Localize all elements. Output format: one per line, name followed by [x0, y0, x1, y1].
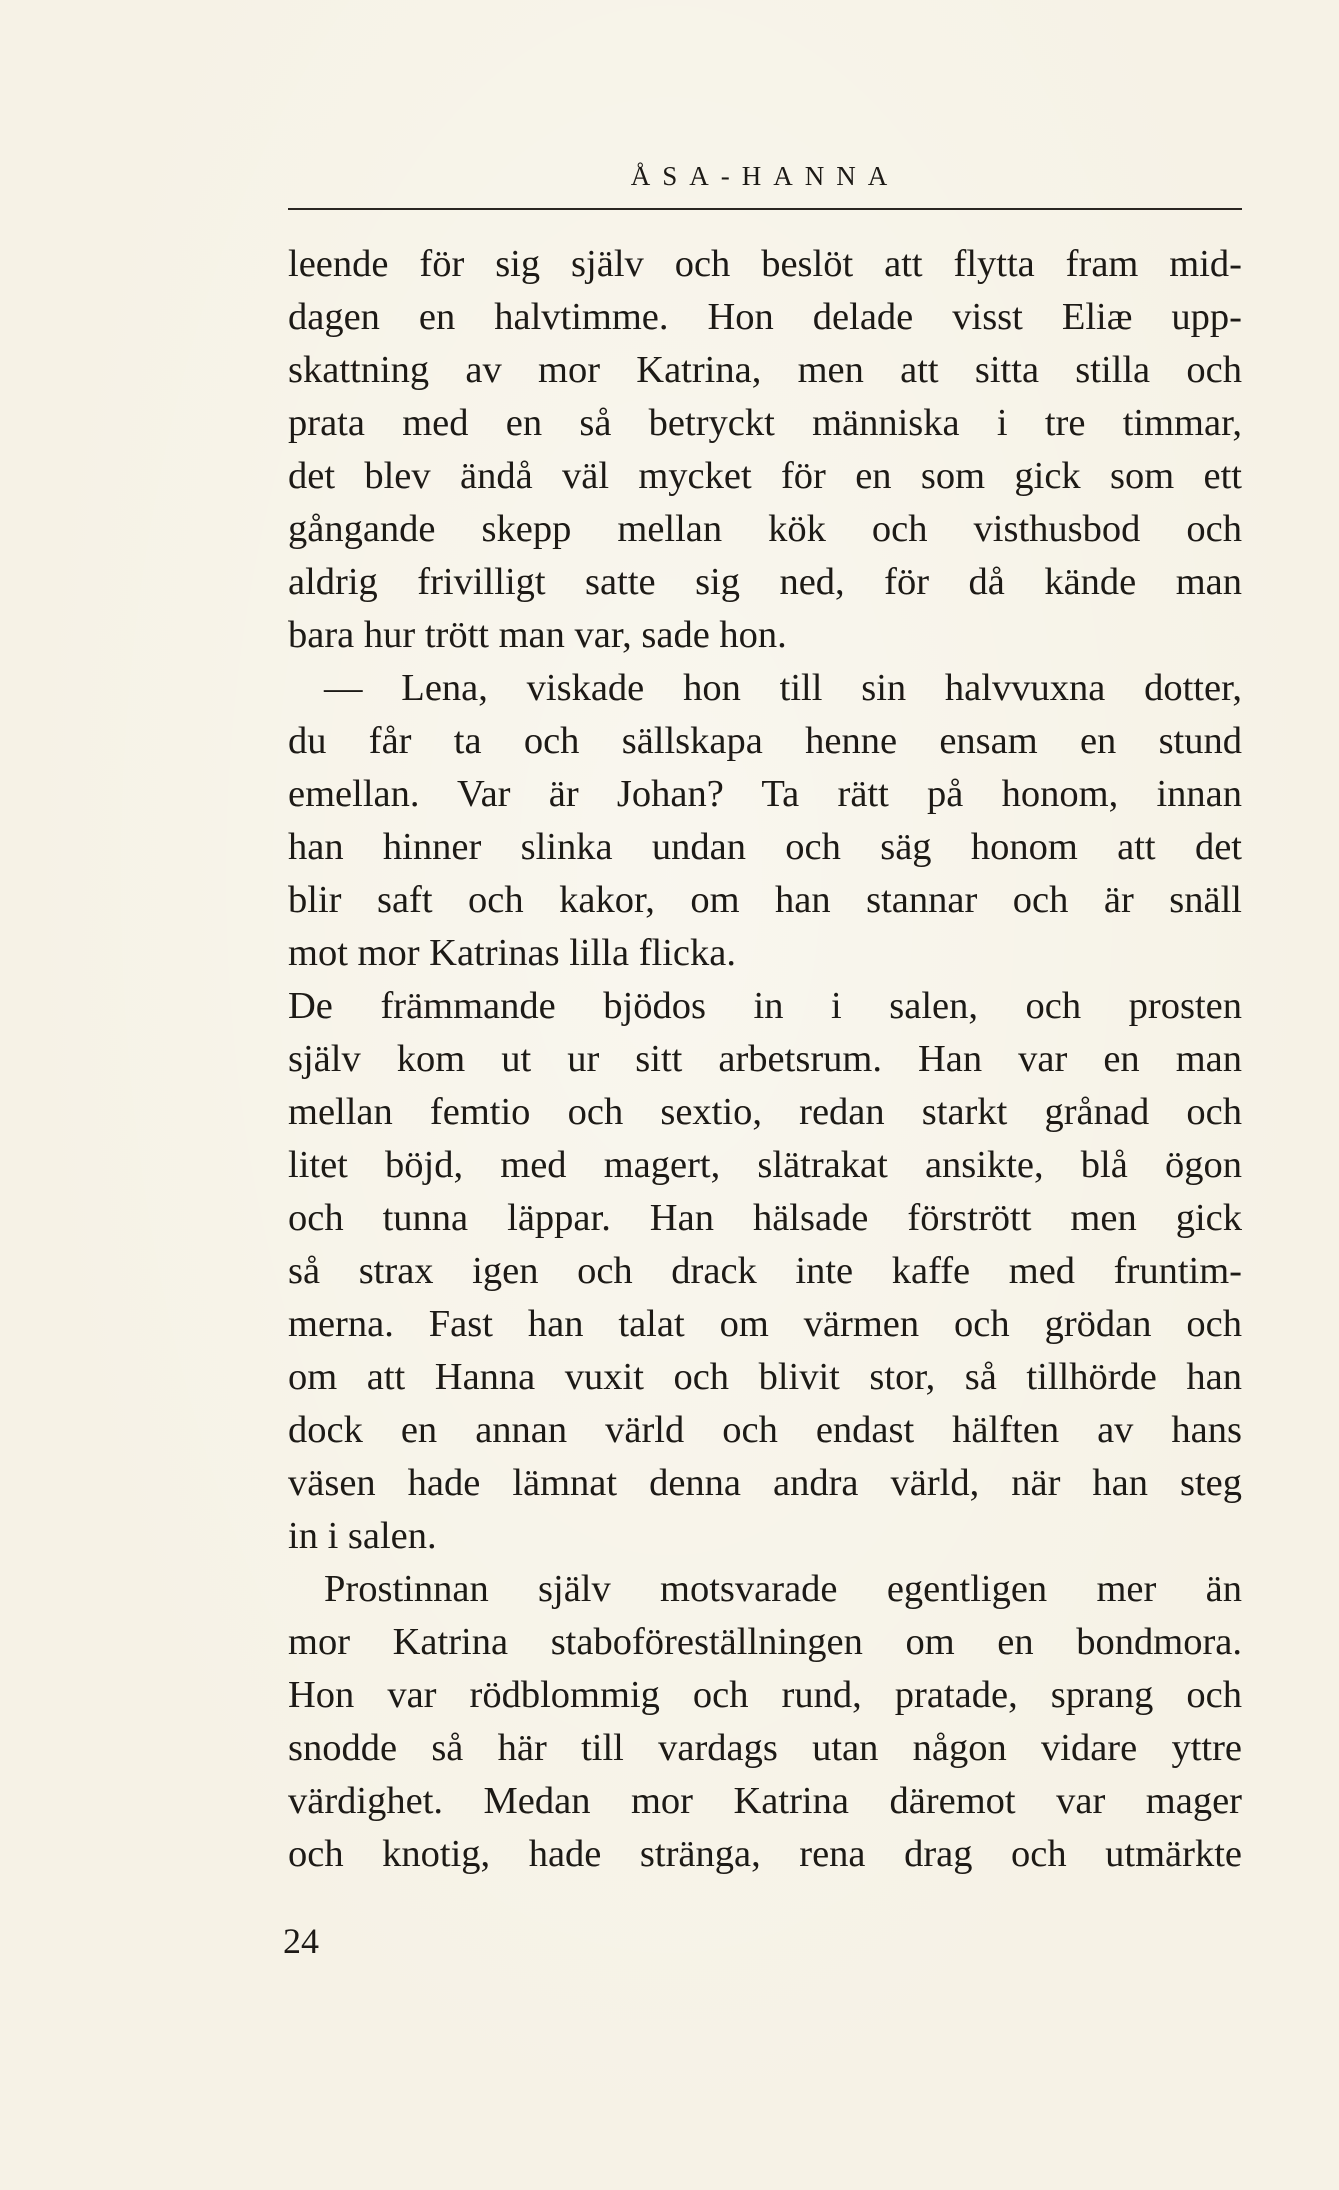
text-line: mot mor Katrinas lilla flicka. [288, 932, 736, 974]
text-line: och knotig, hade stränga, rena drag och utmärkte [288, 1833, 1242, 1875]
header-rule [288, 208, 1242, 210]
paragraph-4 [288, 1563, 1242, 1881]
text-line: bara hur trött man var, sade hon. [288, 614, 787, 656]
text-line: Prostinnan själv motsvarade egentligen mer än [324, 1568, 1242, 1610]
text-line: aldrig frivilligt satte sig ned, för då kände man [288, 561, 1242, 603]
text-line: gångande skepp mellan kök och visthusbod och [288, 508, 1242, 550]
text-line: emellan. Var är Johan? Ta rätt på honom, innan [288, 773, 1242, 815]
text-line: själv kom ut ur sitt arbetsrum. Han var en man [288, 1038, 1242, 1080]
paragraph-3 [288, 980, 1242, 1563]
text-line: värdighet. Medan mor Katrina däremot var mager [288, 1780, 1242, 1822]
text-line: Hon var rödblommig och rund, pratade, sprang och [288, 1674, 1242, 1716]
text-line: det blev ändå väl mycket för en som gick som ett [288, 455, 1242, 497]
body-text [288, 238, 1242, 1881]
text-line: och tunna läppar. Han hälsade förstrött men gick [288, 1197, 1242, 1239]
text-line: dock en annan värld och endast hälften av hans [288, 1409, 1242, 1451]
text-line: så strax igen och drack inte kaffe med fruntim- [288, 1250, 1242, 1292]
text-line: skattning av mor Katrina, men att sitta stilla och [288, 349, 1242, 391]
running-head: ÅSA-HANNA [630, 161, 900, 191]
text-line: mor Katrina staboföreställningen om en bondmora. [288, 1621, 1242, 1663]
text-line: leende för sig själv och beslöt att flytta fram mid- [288, 243, 1242, 285]
text-line: in i salen. [288, 1515, 437, 1557]
text-line: mellan femtio och sextio, redan starkt grånad och [288, 1091, 1242, 1133]
text-line: han hinner slinka undan och säg honom att det [288, 826, 1242, 868]
paragraph-2 [288, 662, 1242, 980]
page-number: 24 [283, 1921, 319, 1961]
text-line: merna. Fast han talat om värmen och grödan och [288, 1303, 1242, 1345]
text-line: om att Hanna vuxit och blivit stor, så tillhörde han [288, 1356, 1242, 1398]
text-line: De främmande bjödos in i salen, och prosten [288, 985, 1242, 1027]
text-line: litet böjd, med magert, slätrakat ansikte, blå ögon [288, 1144, 1242, 1186]
text-line: blir saft och kakor, om han stannar och är snäll [288, 879, 1242, 921]
text-line: prata med en så betryckt människa i tre timmar, [288, 402, 1242, 444]
text-line: du får ta och sällskapa henne ensam en stund [288, 720, 1242, 762]
text-line: snodde så här till vardags utan någon vidare yttre [288, 1727, 1242, 1769]
text-line: dagen en halvtimme. Hon delade visst Eliæ upp- [288, 296, 1242, 338]
text-line: väsen hade lämnat denna andra värld, när han steg [288, 1462, 1242, 1504]
paragraph-1 [288, 238, 1242, 662]
text-line: — Lena, viskade hon till sin halvvuxna dotter, [324, 667, 1242, 709]
